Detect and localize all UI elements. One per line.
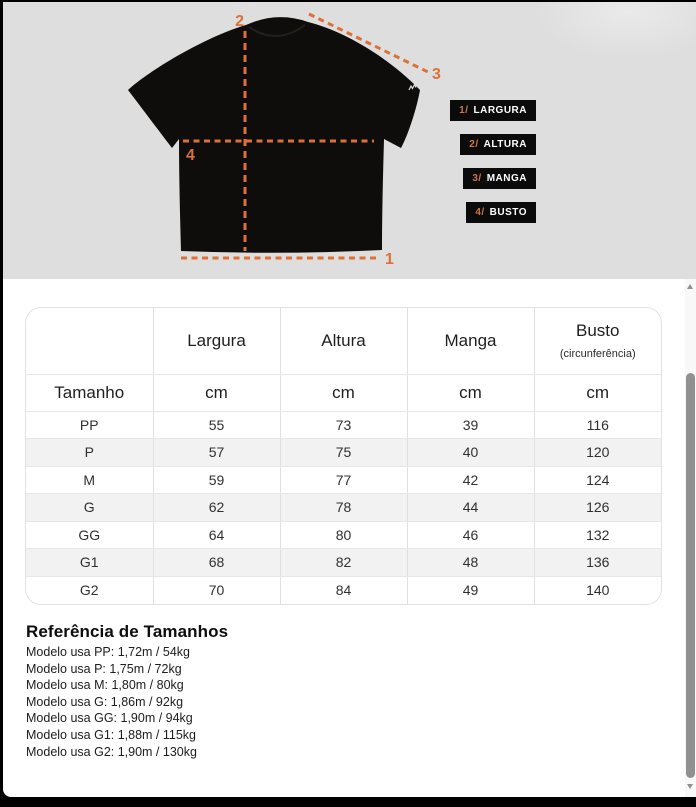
reference-line: Modelo usa GG: 1,90m / 94kg (26, 711, 193, 726)
legend-number: 3/ (472, 173, 482, 184)
largura-cell: 70 (153, 576, 280, 604)
bottom-border-bar (0, 797, 696, 807)
vertical-scrollbar[interactable] (685, 279, 696, 797)
largura-cell: 55 (153, 411, 280, 439)
reference-line: Modelo usa PP: 1,72m / 54kg (26, 645, 190, 659)
marker-number-3: 3 (432, 66, 441, 83)
table-row-g (26, 494, 661, 522)
manga-cell: 44 (407, 494, 534, 522)
size-guide-content (3, 279, 696, 797)
column-header-manga: Manga (407, 308, 534, 374)
legend-label: MANGA (486, 173, 527, 184)
reference-line: Modelo usa G2: 1,90m / 130kg (26, 744, 197, 759)
column-header-largura: Largura (153, 308, 280, 374)
size-cell: G2 (26, 576, 153, 604)
manga-cell: 42 (407, 466, 534, 494)
reference-line: Modelo usa M: 1,80m / 80kg (26, 678, 184, 693)
legend-item-manga (463, 168, 536, 189)
scrollbar-down-icon[interactable] (687, 784, 693, 789)
table-row-g2 (26, 576, 661, 604)
largura-cell: 57 (153, 439, 280, 467)
tshirt-silhouette (128, 17, 420, 253)
table-unit-row (26, 374, 661, 411)
table-row-m (26, 466, 661, 494)
busto-cell: 132 (534, 521, 661, 549)
altura-cell: 82 (280, 549, 407, 577)
largura-cell: 68 (153, 549, 280, 577)
reference-line: Modelo usa G: 1,86m / 92kg (26, 694, 184, 709)
measurement-legend (450, 100, 536, 223)
marker-number-2: 2 (235, 13, 244, 30)
size-table-container (25, 307, 662, 605)
manga-cell: 48 (407, 549, 534, 577)
scrollbar-thumb[interactable] (686, 373, 695, 778)
largura-cell: 59 (153, 466, 280, 494)
busto-cell: 116 (534, 411, 661, 439)
busto-cell: 140 (586, 582, 610, 598)
largura-cell: 64 (153, 521, 280, 549)
busto-header-subtitle: (circunferência) (559, 348, 636, 361)
size-cell: P (26, 439, 153, 467)
busto-header-label: Busto (576, 321, 620, 341)
legend-label: ALTURA (483, 139, 527, 150)
manga-cell: 49 (407, 576, 534, 604)
altura-cell: 78 (280, 494, 407, 522)
legend-label: LARGURA (473, 105, 527, 116)
busto-cell: 124 (534, 466, 661, 494)
busto-cell: 126 (534, 494, 661, 522)
reference-lines (26, 644, 197, 760)
busto-cell: 136 (534, 549, 661, 577)
table-header-row (26, 308, 661, 374)
size-cell: G1 (26, 549, 153, 577)
unit-cell-largura: cm (153, 374, 280, 411)
reference-line: Modelo usa G1: 1,88m / 115kg (26, 727, 197, 742)
size-cell: GG (26, 521, 153, 549)
table-row-g1 (26, 549, 661, 577)
unit-cell-altura: cm (280, 374, 407, 411)
altura-cell: 75 (280, 439, 407, 467)
legend-number: 1/ (459, 105, 469, 116)
manga-cell: 39 (407, 411, 534, 439)
scrollbar-up-icon[interactable] (687, 284, 693, 289)
unit-cell-manga: cm (407, 374, 534, 411)
marker-number-1: 1 (385, 251, 394, 268)
legend-item-largura (450, 100, 536, 121)
corner-cell (26, 308, 153, 374)
manga-cell: 46 (407, 521, 534, 549)
marker-number-4: 4 (186, 147, 195, 164)
table-row-pp (26, 411, 661, 439)
unit-header-tamanho: Tamanho (26, 374, 153, 411)
largura-cell: 62 (153, 494, 280, 522)
column-header-busto (534, 308, 661, 374)
altura-cell: 73 (280, 411, 407, 439)
reference-title: Referência de Tamanhos (26, 622, 229, 641)
size-table (26, 308, 661, 604)
table-row-p (26, 439, 661, 467)
altura-cell: 80 (280, 521, 407, 549)
legend-label: BUSTO (489, 207, 527, 218)
size-cell: G (26, 494, 153, 522)
reference-line: Modelo usa P: 1,75m / 72kg (26, 661, 182, 676)
legend-number: 4/ (475, 207, 485, 218)
tshirt-diagram-svg (3, 2, 696, 279)
legend-item-altura (460, 134, 536, 155)
altura-cell: 77 (280, 466, 407, 494)
size-cell: M (26, 466, 153, 494)
manga-cell: 40 (407, 439, 534, 467)
size-cell: PP (26, 411, 153, 439)
unit-cell-busto: cm (534, 374, 661, 411)
altura-cell: 84 (280, 576, 407, 604)
measurement-hero (3, 2, 696, 279)
legend-item-busto (466, 202, 536, 223)
size-guide-page (3, 2, 696, 797)
column-header-altura: Altura (280, 308, 407, 374)
legend-number: 2/ (469, 139, 479, 150)
table-row-gg (26, 521, 661, 549)
busto-cell: 120 (534, 439, 661, 467)
